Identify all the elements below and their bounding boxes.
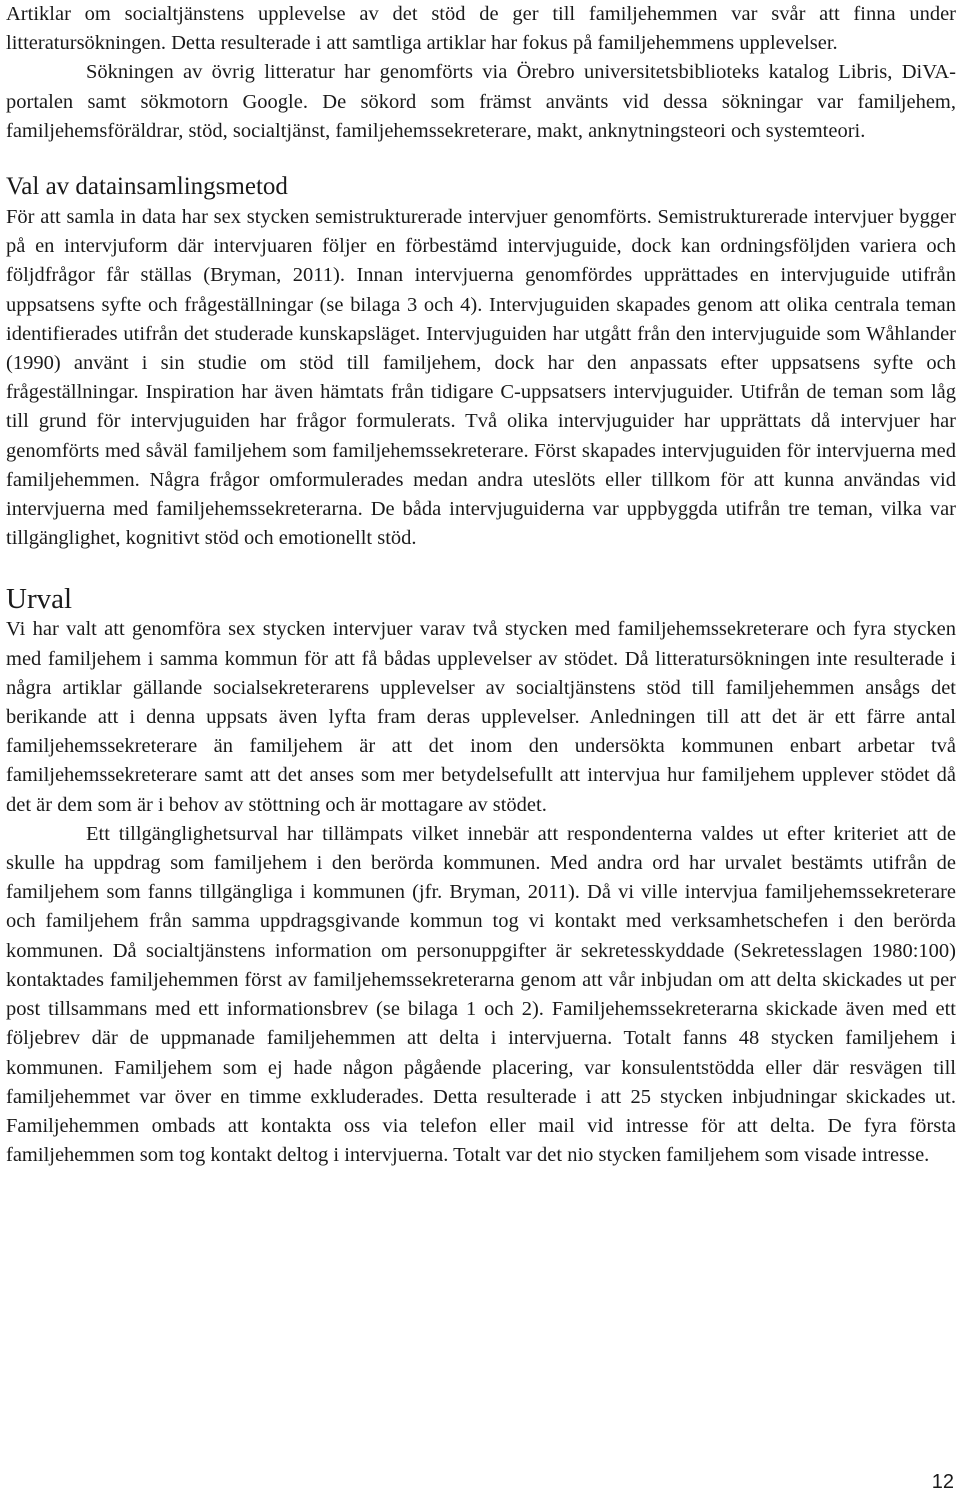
document-page <box>6 0 956 1170</box>
paragraph-intro-2: Sökningen av övrig litteratur har genomförts via Örebro universitetsbiblioteks katalog Libris, DiVA-portalen samt sökmotorn Google. De sökord som främst använts vid dessa sökningar var familjehem, familjehemsföräldrar, stöd, socialtjänst, familjehemssekreterare, makt, anknytningsteori och systemteori. <box>6 61 956 142</box>
paragraph-selection-1: Vi har valt att genomföra sex stycken intervjuer varav två stycken med familjehemssekreterare och fyra stycken med familjehem i samma kommun för att få bådas upplevelser av stödet. Då litteratursökningen inte resulterade i några artiklar gällande socialsekreterarens upplevelser av socialtjänstens stöd till familjehemmen ansågs det berikande att i denna uppsats även lyfta fram deras upplevelser. Anledningen till att det är ett färre antal familjehemssekreterare än familjehem är att det inom den undersökta kommunen enbart arbetar två familjehemssekreterare samt att det anses som mer betydelsefullt att intervjua hur familjehem upplever stödet då det är dem som är i behov av stöttning och är mottagare av stödet. <box>6 618 956 816</box>
heading-data-collection-method: Val av datainsamlingsmetod <box>6 173 288 201</box>
paragraph-method-1: För att samla in data har sex stycken semistrukturerade intervjuer genomförts. Semistrukturerade intervjuer bygger på en intervjuform där intervjuaren följer en förbestämd intervjuguide, dock kan ordningsföljden variera och följdfrågor får ställas (Bryman, 2011). Innan intervjuerna genomfördes upprättades en intervjuguide utifrån uppsatsens syfte och frågeställningar (se bilaga 3 och 4). Intervjuguiden skapades genom att olika centrala teman identifierades utifrån det studerade kunskapsläget. Intervjuguiden har utgått från den intervjuguide som Wåhlander (1990) använt i sin studie om stöd till familjehem, dock har den anpassats efter uppsatsens syfte och frågeställningar. Inspiration har även hämtats från tidigare C-uppsatsers intervjuguider. Utifrån de teman som låg till grund för intervjuguiden har frågor formulerats. Två olika intervjuguider har upprättats då intervjuer har genomförts med såväl familjehem som familjehemssekreterare. Först skapades intervjuguiden för intervjuerna med familjehemmen. Några frågor omformulerades medan andra uteslöts eller tillkom för att kunna användas vid intervjuerna med familjehemssekreterarna. De båda intervjuguiderna var uppbyggda utifrån tre teman, vilka var tillgänglighet, kognitivt stöd och emotionellt stöd. <box>6 206 956 550</box>
heading-selection: Urval <box>6 583 73 616</box>
paragraph-selection-2: Ett tillgänglighetsurval har tillämpats vilket innebär att respondenterna valdes ut efter kriteriet att de skulle ha uppdrag som familjehem i den berörda kommunen. Med andra ord har urvalet bestämts utifrån de familjehem som fanns tillgängliga i kommunen (jfr. Bryman, 2011). Då vi ville intervjua familjehemssekreterare och familjehem från samma uppdragsgivande kommun tog vi kontakt med verksamhetschefen i den berörda kommunen. Då socialtjänstens information om personuppgifter är sekretesskyddade (Sekretesslagen 1980:100) kontaktades familjehemmen först av familjehemssekreterarna genom att vår inbjudan om att delta skickades ut per post tillsammans med ett informationsbrev (se bilaga 1 och 2). Familjehemssekreterarna skickade även med ett följebrev där de uppmanade familjehemmen att delta i intervjuerna. Totalt fanns 48 stycken familjehem i kommunen. Familjehem som ej hade någon pågående placering, var konsulentstödda eller där resvägen till familjehemmet var över en timme exkluderades. Detta resulterade i att 25 stycken inbjudningar skickades ut. Familjehemmen ombads att kontakta oss via telefon eller mail vid intresse för att delta. De fyra första familjehemmen som tog kontakt deltog i intervjuerna. Totalt var det nio stycken familjehem som visade intresse. <box>6 822 956 1167</box>
page-number: 12 <box>931 1471 954 1493</box>
paragraph-intro-1: Artiklar om socialtjänstens upplevelse av det stöd de ger till familjehemmen var svår att finna under litteratursökningen. Detta resulterade i att samtliga artiklar har fokus på familjehemmens upplevelser. <box>6 3 956 55</box>
